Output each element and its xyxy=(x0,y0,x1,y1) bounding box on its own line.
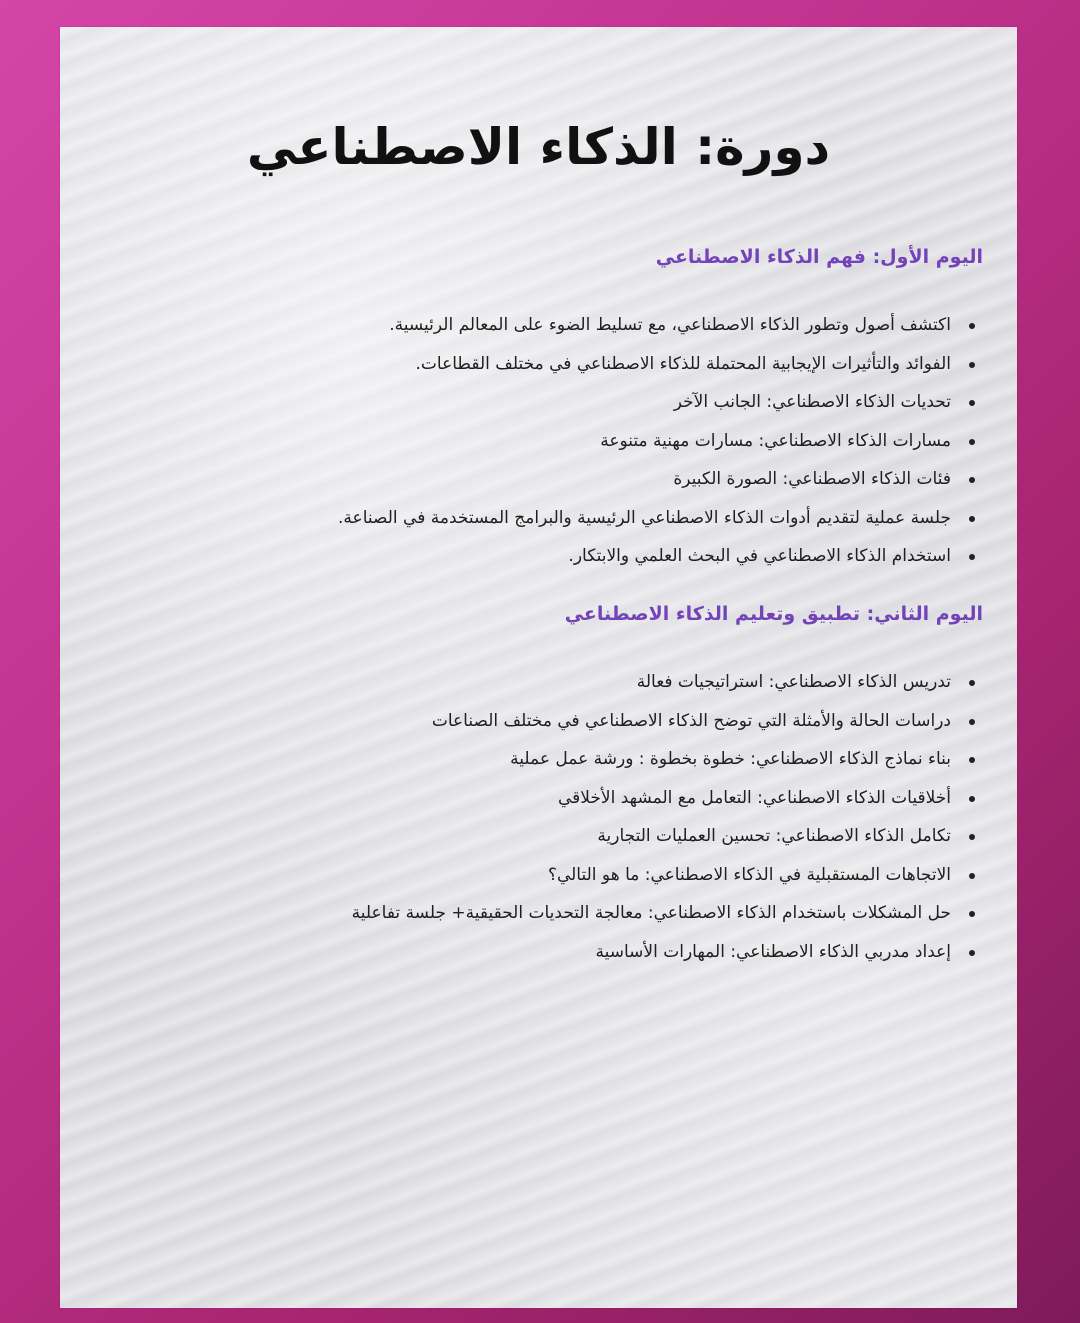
list-item-text: اكتشف أصول وتطور الذكاء الاصطناعي، مع تسليط الضوء على المعالم الرئيسية. xyxy=(389,315,951,335)
bullet-icon xyxy=(969,796,975,802)
day1-list xyxy=(95,306,975,576)
list-item-text: أخلاقيات الذكاء الاصطناعي: التعامل مع المشهد الأخلاقي xyxy=(557,787,951,808)
list-item xyxy=(95,779,975,818)
list-item-text: مسارات الذكاء الاصطناعي: مسارات مهنية متنوعة xyxy=(600,430,951,451)
list-item xyxy=(95,740,975,779)
list-item xyxy=(95,422,975,461)
bullet-icon xyxy=(969,439,975,445)
bullet-icon xyxy=(969,323,975,329)
list-item-text: استخدام الذكاء الاصطناعي في البحث العلمي والابتكار. xyxy=(568,546,951,566)
list-item xyxy=(95,933,975,972)
list-item-text: الفوائد والتأثيرات الإيجابية المحتملة للذكاء الاصطناعي في مختلف القطاعات. xyxy=(415,353,951,374)
list-item-text: تدريس الذكاء الاصطناعي: استراتيجيات فعالة xyxy=(636,672,951,692)
list-item-text: الاتجاهات المستقبلية في الذكاء الاصطناعي: ما هو التالي؟ xyxy=(547,864,951,885)
bullet-icon xyxy=(969,834,975,840)
bullet-icon xyxy=(969,911,975,917)
list-item xyxy=(95,306,975,345)
bullet-icon xyxy=(969,400,975,406)
list-item xyxy=(95,460,975,499)
day2-heading: اليوم الثاني: تطبيق وتعليم الذكاء الاصطناعي xyxy=(564,603,983,625)
bullet-icon xyxy=(969,362,975,368)
list-item-text: جلسة عملية لتقديم أدوات الذكاء الاصطناعي الرئيسية والبرامج المستخدمة في الصناعة. xyxy=(338,507,951,528)
bullet-icon xyxy=(969,680,975,686)
bullet-icon xyxy=(969,757,975,763)
list-item-text: بناء نماذج الذكاء الاصطناعي: خطوة بخطوة : ورشة عمل عملية xyxy=(510,749,951,769)
list-item xyxy=(95,702,975,741)
list-item xyxy=(95,817,975,856)
bullet-icon xyxy=(969,873,975,879)
bullet-icon xyxy=(969,554,975,560)
list-item xyxy=(95,856,975,895)
list-item xyxy=(95,345,975,384)
list-item xyxy=(95,663,975,702)
document-content xyxy=(60,27,1017,1308)
list-item-text: تكامل الذكاء الاصطناعي: تحسين العمليات التجارية xyxy=(597,826,951,846)
list-item xyxy=(95,894,975,933)
course-title: دورة: الذكاء الاصطناعي xyxy=(246,118,831,176)
list-item-text: إعداد مدربي الذكاء الاصطناعي: المهارات الأساسية xyxy=(595,941,951,962)
day1-heading: اليوم الأول: فهم الذكاء الاصطناعي xyxy=(655,246,983,268)
document-page xyxy=(60,27,1017,1308)
list-item-text: دراسات الحالة والأمثلة التي توضح الذكاء الاصطناعي في مختلف الصناعات xyxy=(431,710,951,731)
bullet-icon xyxy=(969,950,975,956)
list-item-text: تحديات الذكاء الاصطناعي: الجانب الآخر xyxy=(673,392,951,412)
list-item xyxy=(95,537,975,576)
bullet-icon xyxy=(969,719,975,725)
bullet-icon xyxy=(969,516,975,522)
day2-list xyxy=(95,663,975,971)
list-item-text: فئات الذكاء الاصطناعي: الصورة الكبيرة xyxy=(673,469,951,489)
list-item xyxy=(95,499,975,538)
list-item-text: حل المشكلات باستخدام الذكاء الاصطناعي: معالجة التحديات الحقيقية+ جلسة تفاعلية xyxy=(351,903,951,923)
bullet-icon xyxy=(969,477,975,483)
list-item xyxy=(95,383,975,422)
